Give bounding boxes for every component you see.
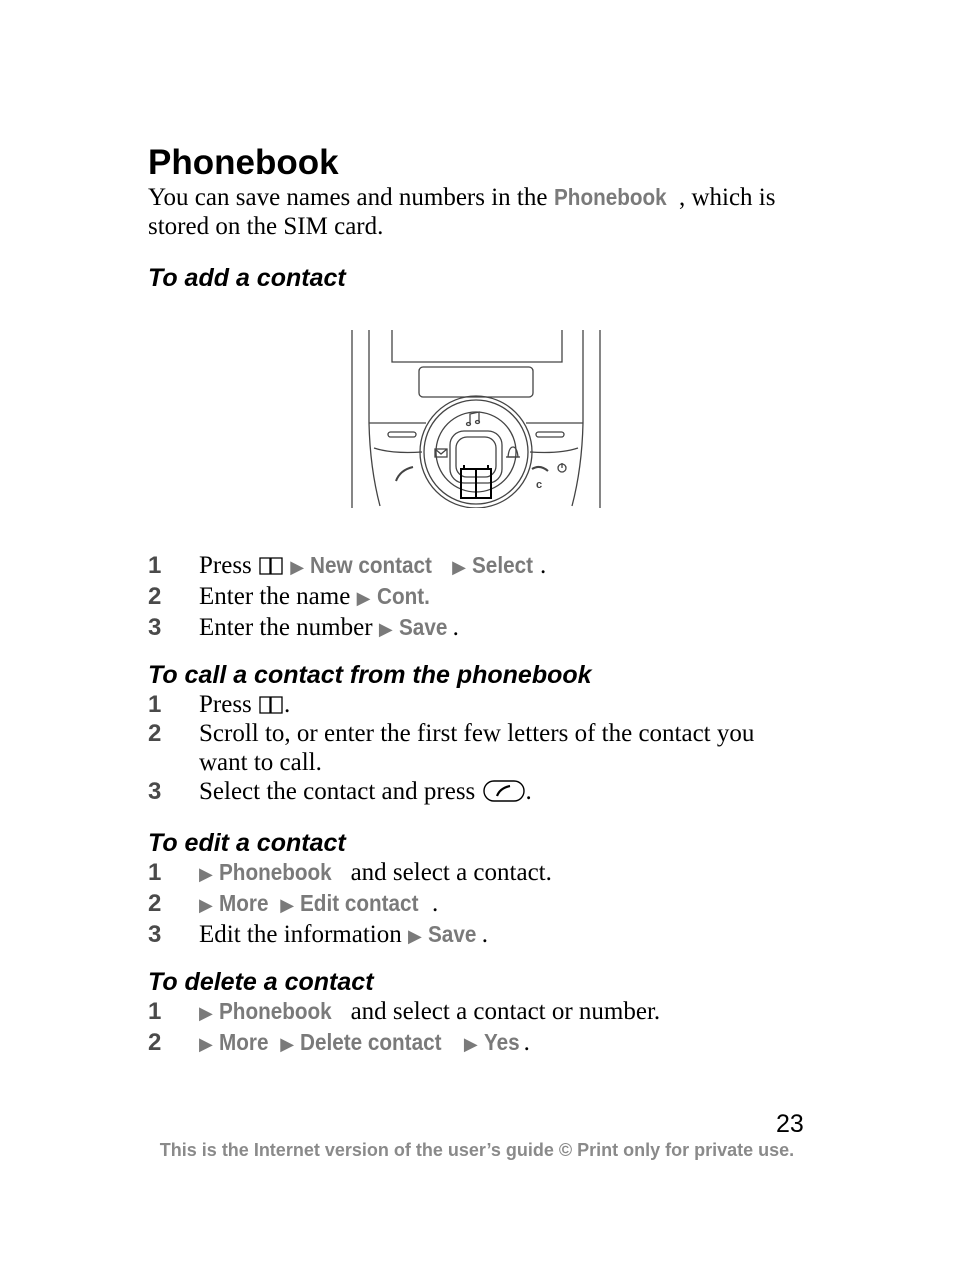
step-number: 2 [148, 583, 162, 610]
menu-item-phonebook: Phonebook [219, 859, 332, 885]
right-arrow-icon: ▶ [280, 895, 295, 916]
menu-item-edit-contact: Edit contact [300, 890, 419, 916]
step-number: 3 [148, 921, 162, 948]
delete-contact-steps [148, 997, 808, 1059]
intro-highlight: Phonebook [553, 184, 667, 210]
page-title: Phonebook [148, 143, 339, 182]
page-number: 23 [776, 1110, 804, 1138]
call-contact-steps [148, 690, 808, 806]
right-arrow-icon: ▶ [199, 864, 213, 885]
menu-item-more: More [219, 1029, 269, 1055]
menu-item-new-contact: New contact [310, 552, 433, 578]
right-arrow-icon: ▶ [356, 588, 371, 609]
right-arrow-icon: ▶ [407, 926, 422, 947]
call-key-icon [396, 467, 413, 481]
menu-item-save: Save [398, 614, 448, 640]
step-number: 1 [148, 691, 162, 718]
section-title-call: To call a contact from the phonebook [148, 661, 592, 689]
menu-item-delete-contact: Delete contact [300, 1029, 442, 1055]
step-number: 2 [148, 720, 162, 747]
end-call-icon [532, 463, 566, 472]
right-arrow-icon: ▶ [378, 619, 393, 640]
intro-paragraph [148, 183, 808, 241]
intro-text-after: , which is stored on the SIM card. [148, 184, 776, 240]
step-number: 1 [148, 859, 162, 886]
menu-item-cont: Cont. [376, 583, 430, 609]
list-item: 3 Select the contact and press . [148, 778, 532, 805]
book-icon [258, 556, 284, 576]
intro-text-before: You can save names and numbers in the [148, 184, 554, 211]
menu-item-phonebook: Phonebook [219, 998, 332, 1024]
call-key-icon [482, 779, 526, 803]
list-item: 2 Scroll to, or enter the first few letters of the contact you want to call. [148, 720, 755, 776]
step-number: 1 [148, 552, 162, 579]
list-item: 1 Press ▶ New contact ▶ Select . [148, 552, 547, 579]
list-item: 3 Edit the information ▶ Save . [148, 921, 489, 948]
book-icon [258, 695, 284, 715]
footer-notice: This is the Internet version of the user’s guide © Print only for private use. [159, 1140, 795, 1160]
bell-icon [506, 447, 520, 457]
book-icon [461, 465, 491, 498]
add-contact-steps [148, 551, 808, 644]
list-item: 1 ▶ Phonebook and select a contact or number. [148, 998, 661, 1025]
step-number: 2 [148, 890, 162, 917]
music-note-icon [467, 412, 480, 426]
step-number: 3 [148, 778, 162, 805]
list-item: 2 ▶ More ▶ Edit contact . [148, 890, 439, 917]
step-number: 1 [148, 998, 162, 1025]
menu-item-more: More [219, 890, 269, 916]
menu-item-select: Select [472, 552, 534, 578]
right-arrow-icon: ▶ [463, 1034, 478, 1055]
list-item: 2 ▶ More ▶ Delete contact ▶ Yes . [148, 1029, 530, 1056]
edit-contact-steps [148, 858, 808, 951]
right-arrow-icon: ▶ [199, 1003, 213, 1024]
menu-item-yes: Yes [483, 1029, 520, 1055]
clear-key-letter: c [536, 479, 543, 491]
list-item: 1 Press . [148, 691, 291, 718]
section-title-edit: To edit a contact [148, 829, 346, 857]
step-number: 3 [148, 614, 162, 641]
list-item: 2 Enter the name ▶ Cont. [148, 583, 430, 610]
section-title-delete: To delete a contact [148, 968, 374, 996]
section-title-add: To add a contact [148, 264, 346, 292]
step-number: 2 [148, 1029, 162, 1056]
right-arrow-icon: ▶ [199, 1034, 213, 1055]
right-arrow-icon: ▶ [452, 557, 466, 578]
right-arrow-icon: ▶ [290, 557, 305, 578]
menu-item-save: Save [428, 921, 477, 947]
right-arrow-icon: ▶ [280, 1034, 295, 1055]
right-arrow-icon: ▶ [199, 895, 213, 916]
list-item: 3 Enter the number ▶ Save . [148, 614, 459, 641]
phone-keypad-illustration [350, 328, 602, 508]
list-item: 1 ▶ Phonebook and select a contact. [148, 859, 552, 886]
